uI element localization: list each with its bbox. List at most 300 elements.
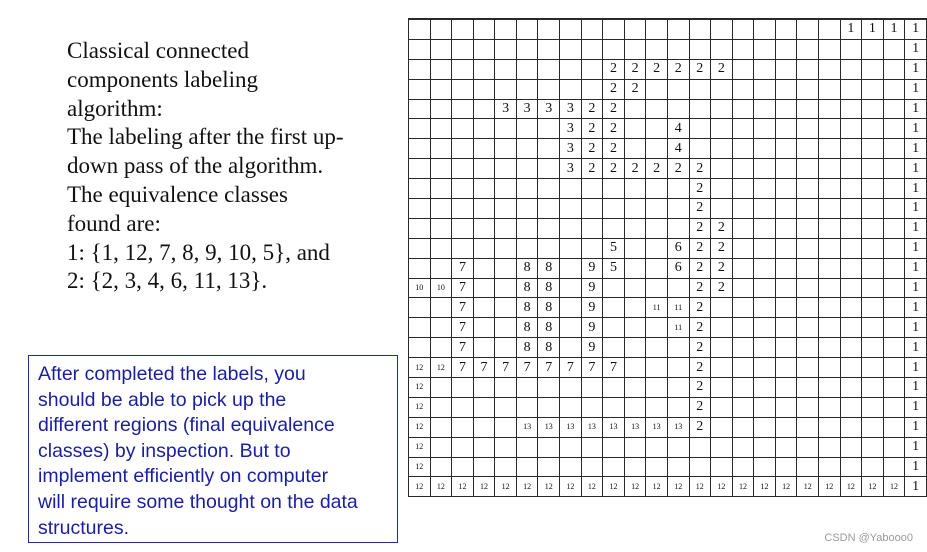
grid-cell xyxy=(603,179,625,199)
grid-cell xyxy=(473,179,495,199)
grid-cell: 7 xyxy=(452,258,474,278)
grid-cell: 3 xyxy=(495,99,517,119)
grid-cell xyxy=(862,238,884,258)
grid-cell xyxy=(689,39,711,59)
grid-cell xyxy=(581,378,603,398)
grid-cell xyxy=(646,39,668,59)
grid-cell xyxy=(883,258,905,278)
grid-cell xyxy=(732,79,754,99)
grid-cell xyxy=(516,159,538,179)
grid-cell xyxy=(840,417,862,437)
grid-cell xyxy=(732,258,754,278)
grid-cell xyxy=(754,218,776,238)
grid-cell: 9 xyxy=(581,258,603,278)
grid-cell xyxy=(430,179,452,199)
grid-cell xyxy=(754,139,776,159)
grid-cell xyxy=(495,179,517,199)
note-line: After completed the labels, you xyxy=(38,363,306,385)
grid-cell xyxy=(646,19,668,39)
grid-cell xyxy=(732,318,754,338)
grid-cell xyxy=(473,338,495,358)
grid-cell xyxy=(883,99,905,119)
grid-cell xyxy=(409,298,431,318)
grid-cell xyxy=(646,318,668,338)
grid-cell xyxy=(711,378,733,398)
grid-cell xyxy=(516,437,538,457)
grid-cell xyxy=(840,298,862,318)
grid-cell xyxy=(495,159,517,179)
grid-cell xyxy=(516,59,538,79)
grid-cell xyxy=(818,39,840,59)
grid-cell xyxy=(560,278,582,298)
grid-cell: 2 xyxy=(603,59,625,79)
grid-cell xyxy=(603,457,625,477)
grid-cell xyxy=(495,457,517,477)
grid-cell: 12 xyxy=(754,477,776,497)
grid-cell xyxy=(840,119,862,139)
grid-cell xyxy=(732,199,754,219)
grid-cell: 2 xyxy=(689,338,711,358)
grid-cell xyxy=(818,417,840,437)
grid-cell xyxy=(840,338,862,358)
grid-cell: 2 xyxy=(711,59,733,79)
grid-cell xyxy=(603,39,625,59)
grid-cell xyxy=(646,378,668,398)
grid-cell xyxy=(797,199,819,219)
grid-cell xyxy=(862,397,884,417)
grid-cell xyxy=(473,159,495,179)
grid-cell xyxy=(754,437,776,457)
description-line: components labeling xyxy=(67,66,258,92)
grid-cell: 13 xyxy=(516,417,538,437)
grid-cell: 2 xyxy=(603,119,625,139)
grid-cell xyxy=(516,397,538,417)
grid-cell xyxy=(495,139,517,159)
grid-cell: 12 xyxy=(409,358,431,378)
grid-cell xyxy=(646,437,668,457)
grid-cell: 2 xyxy=(603,79,625,99)
grid-cell xyxy=(473,298,495,318)
grid-cell xyxy=(452,159,474,179)
grid-cell xyxy=(430,238,452,258)
grid-cell xyxy=(818,59,840,79)
grid-cell xyxy=(667,39,689,59)
grid-cell xyxy=(581,19,603,39)
grid-cell: 8 xyxy=(516,338,538,358)
grid-cell: 3 xyxy=(560,119,582,139)
grid-cell xyxy=(732,139,754,159)
grid-cell xyxy=(775,59,797,79)
grid-cell: 13 xyxy=(624,417,646,437)
grid-cell xyxy=(840,238,862,258)
grid-cell: 2 xyxy=(603,159,625,179)
grid-cell xyxy=(840,218,862,238)
grid-row xyxy=(409,19,927,39)
grid-cell xyxy=(797,358,819,378)
grid-cell: 1 xyxy=(905,278,927,298)
grid-cell: 2 xyxy=(689,298,711,318)
grid-cell: 12 xyxy=(452,477,474,497)
grid-cell xyxy=(754,417,776,437)
grid-cell xyxy=(516,199,538,219)
grid-cell xyxy=(711,119,733,139)
grid-cell xyxy=(409,59,431,79)
grid-cell xyxy=(689,119,711,139)
grid-cell xyxy=(797,19,819,39)
grid-cell: 11 xyxy=(667,298,689,318)
grid-cell: 8 xyxy=(538,258,560,278)
note-line: implement efficiently on computer xyxy=(38,465,329,488)
grid-cell xyxy=(624,298,646,318)
grid-cell xyxy=(646,218,668,238)
grid-cell xyxy=(818,318,840,338)
grid-cell: 2 xyxy=(689,278,711,298)
grid-cell xyxy=(754,119,776,139)
grid-cell xyxy=(495,19,517,39)
grid-cell xyxy=(775,139,797,159)
grid-cell xyxy=(797,139,819,159)
grid-cell xyxy=(840,159,862,179)
grid-cell xyxy=(775,79,797,99)
grid-cell xyxy=(818,338,840,358)
grid-cell xyxy=(732,119,754,139)
grid-cell xyxy=(883,378,905,398)
grid-cell xyxy=(840,437,862,457)
grid-cell xyxy=(818,19,840,39)
grid-cell xyxy=(840,397,862,417)
grid-cell: 8 xyxy=(516,278,538,298)
grid-cell: 13 xyxy=(667,417,689,437)
grid-cell: 12 xyxy=(862,477,884,497)
grid-cell xyxy=(560,318,582,338)
grid-cell xyxy=(624,139,646,159)
grid-cell xyxy=(473,318,495,338)
grid-cell xyxy=(818,397,840,417)
grid-cell: 2 xyxy=(689,258,711,278)
grid-cell xyxy=(538,19,560,39)
grid-cell xyxy=(862,199,884,219)
grid-cell xyxy=(603,218,625,238)
grid-cell: 1 xyxy=(905,59,927,79)
grid-cell xyxy=(818,238,840,258)
grid-cell xyxy=(624,19,646,39)
grid-cell xyxy=(711,457,733,477)
grid-cell xyxy=(840,39,862,59)
grid-row xyxy=(409,79,927,99)
grid-cell xyxy=(732,19,754,39)
grid-cell xyxy=(516,39,538,59)
grid-cell xyxy=(646,258,668,278)
grid-cell xyxy=(624,119,646,139)
grid-cell: 1 xyxy=(905,199,927,219)
grid-cell xyxy=(667,338,689,358)
grid-cell: 11 xyxy=(667,318,689,338)
grid-cell xyxy=(409,139,431,159)
note-line: should be able to pick up the xyxy=(38,388,287,411)
grid-row xyxy=(409,278,927,298)
grid-cell: 7 xyxy=(452,298,474,318)
grid-cell: 7 xyxy=(516,358,538,378)
grid-cell xyxy=(818,378,840,398)
grid-cell xyxy=(711,397,733,417)
grid-cell xyxy=(473,79,495,99)
grid-cell: 2 xyxy=(581,99,603,119)
grid-cell xyxy=(862,179,884,199)
grid-cell xyxy=(754,159,776,179)
grid-cell xyxy=(711,19,733,39)
grid-cell xyxy=(560,238,582,258)
grid-cell xyxy=(818,298,840,318)
grid-cell xyxy=(516,378,538,398)
grid-cell xyxy=(603,19,625,39)
grid-cell xyxy=(840,378,862,398)
grid-cell xyxy=(473,19,495,39)
grid-cell xyxy=(689,457,711,477)
grid-cell: 12 xyxy=(409,397,431,417)
grid-cell xyxy=(862,139,884,159)
grid-cell xyxy=(689,139,711,159)
grid-cell xyxy=(603,378,625,398)
grid-cell xyxy=(840,258,862,278)
grid-cell xyxy=(409,338,431,358)
note-line: classes) by inspection. But to xyxy=(38,439,291,462)
grid-cell xyxy=(430,258,452,278)
grid-cell: 3 xyxy=(560,139,582,159)
grid-cell: 10 xyxy=(430,278,452,298)
grid-cell xyxy=(452,139,474,159)
grid-cell xyxy=(883,39,905,59)
grid-row xyxy=(409,238,927,258)
grid-cell xyxy=(711,358,733,378)
grid-cell: 2 xyxy=(646,59,668,79)
note-line: structures. xyxy=(38,516,130,539)
grid-cell xyxy=(516,79,538,99)
grid-row xyxy=(409,477,927,497)
grid-cell xyxy=(430,79,452,99)
grid-cell: 1 xyxy=(905,79,927,99)
grid-cell: 12 xyxy=(689,477,711,497)
grid-cell: 12 xyxy=(581,477,603,497)
grid-cell xyxy=(840,358,862,378)
grid-cell: 2 xyxy=(711,258,733,278)
grid-cell xyxy=(646,119,668,139)
grid-cell: 2 xyxy=(689,179,711,199)
grid-row xyxy=(409,199,927,219)
grid-cell xyxy=(409,39,431,59)
grid-cell xyxy=(862,457,884,477)
grid-cell xyxy=(775,457,797,477)
grid-cell: 7 xyxy=(452,278,474,298)
grid-row xyxy=(409,179,927,199)
grid-cell xyxy=(667,397,689,417)
grid-cell: 1 xyxy=(840,19,862,39)
grid-cell: 1 xyxy=(905,39,927,59)
grid-cell xyxy=(603,199,625,219)
grid-cell: 3 xyxy=(538,99,560,119)
grid-cell xyxy=(711,298,733,318)
grid-cell xyxy=(883,437,905,457)
grid-cell xyxy=(754,19,776,39)
grid-cell xyxy=(711,159,733,179)
grid-cell xyxy=(818,79,840,99)
grid-cell xyxy=(711,79,733,99)
grid-cell xyxy=(883,338,905,358)
grid-cell: 7 xyxy=(538,358,560,378)
grid-cell xyxy=(775,19,797,39)
grid-cell xyxy=(883,218,905,238)
grid-cell xyxy=(797,79,819,99)
grid-cell xyxy=(667,437,689,457)
grid-cell xyxy=(495,59,517,79)
grid-cell xyxy=(581,199,603,219)
grid-cell xyxy=(883,79,905,99)
grid-cell xyxy=(797,278,819,298)
grid-cell xyxy=(754,39,776,59)
grid-cell xyxy=(797,437,819,457)
grid-cell xyxy=(452,119,474,139)
grid-cell xyxy=(775,358,797,378)
grid-cell: 9 xyxy=(581,338,603,358)
grid-cell xyxy=(667,218,689,238)
grid-cell xyxy=(732,59,754,79)
grid-cell xyxy=(624,318,646,338)
grid-cell xyxy=(711,179,733,199)
grid-cell xyxy=(581,39,603,59)
grid-cell xyxy=(775,238,797,258)
grid-cell xyxy=(560,39,582,59)
grid-cell xyxy=(624,358,646,378)
grid-cell: 8 xyxy=(516,258,538,278)
grid-cell xyxy=(646,179,668,199)
grid-cell: 8 xyxy=(538,338,560,358)
description-line: The labeling after the first up- xyxy=(67,124,344,150)
grid-cell xyxy=(452,179,474,199)
grid-cell xyxy=(862,39,884,59)
grid-cell xyxy=(711,338,733,358)
grid-cell xyxy=(409,119,431,139)
grid-row xyxy=(409,159,927,179)
grid-cell xyxy=(560,59,582,79)
grid-cell: 12 xyxy=(409,417,431,437)
grid-cell: 2 xyxy=(689,397,711,417)
grid-cell: 3 xyxy=(516,99,538,119)
grid-cell xyxy=(667,278,689,298)
grid-cell xyxy=(797,417,819,437)
grid-cell xyxy=(560,19,582,39)
grid-cell xyxy=(473,437,495,457)
grid-cell xyxy=(516,19,538,39)
grid-cell xyxy=(646,199,668,219)
grid-cell xyxy=(646,99,668,119)
grid-cell: 1 xyxy=(862,19,884,39)
grid-cell xyxy=(883,417,905,437)
grid-cell: 8 xyxy=(538,298,560,318)
grid-cell xyxy=(473,278,495,298)
grid-cell xyxy=(430,99,452,119)
grid-cell xyxy=(538,378,560,398)
description-line: down pass of the algorithm. xyxy=(67,153,324,179)
grid-cell: 12 xyxy=(430,358,452,378)
grid-cell xyxy=(430,378,452,398)
grid-cell xyxy=(430,397,452,417)
grid-cell xyxy=(732,99,754,119)
note-line: will require some thought on the data xyxy=(38,490,358,513)
grid-cell: 4 xyxy=(667,119,689,139)
grid-cell xyxy=(840,79,862,99)
grid-cell xyxy=(495,79,517,99)
description-line: algorithm: xyxy=(67,95,163,121)
grid-cell xyxy=(732,457,754,477)
grid-cell xyxy=(775,99,797,119)
grid-cell xyxy=(624,39,646,59)
grid-cell xyxy=(711,437,733,457)
grid-cell xyxy=(883,59,905,79)
grid-cell xyxy=(473,258,495,278)
grid-cell xyxy=(538,139,560,159)
grid-cell xyxy=(409,238,431,258)
grid-cell: 7 xyxy=(495,358,517,378)
grid-cell xyxy=(840,59,862,79)
grid-row xyxy=(409,338,927,358)
grid-cell xyxy=(775,338,797,358)
grid-cell xyxy=(732,417,754,437)
grid-cell xyxy=(538,59,560,79)
grid-row xyxy=(409,318,927,338)
grid-cell xyxy=(667,378,689,398)
grid-cell xyxy=(603,318,625,338)
grid-cell xyxy=(581,437,603,457)
grid-cell xyxy=(818,139,840,159)
implementation-note-box xyxy=(28,355,398,543)
grid-cell xyxy=(560,457,582,477)
grid-cell: 6 xyxy=(667,238,689,258)
grid-cell xyxy=(883,119,905,139)
grid-cell xyxy=(732,39,754,59)
grid-cell xyxy=(538,79,560,99)
grid-cell xyxy=(495,218,517,238)
grid-cell: 4 xyxy=(667,139,689,159)
grid-cell xyxy=(495,437,517,457)
grid-cell xyxy=(862,338,884,358)
grid-cell xyxy=(711,139,733,159)
grid-cell xyxy=(560,397,582,417)
grid-cell xyxy=(862,218,884,238)
grid-cell xyxy=(754,99,776,119)
grid-cell xyxy=(840,179,862,199)
grid-cell: 9 xyxy=(581,318,603,338)
grid-cell: 12 xyxy=(883,477,905,497)
grid-cell: 12 xyxy=(818,477,840,497)
grid-cell xyxy=(495,238,517,258)
grid-cell xyxy=(732,218,754,238)
grid-cell xyxy=(646,397,668,417)
grid-cell xyxy=(883,457,905,477)
grid-cell xyxy=(797,258,819,278)
grid-cell xyxy=(840,99,862,119)
grid-cell: 2 xyxy=(624,79,646,99)
grid-cell xyxy=(883,199,905,219)
grid-cell xyxy=(754,298,776,318)
grid-cell xyxy=(452,99,474,119)
grid-cell xyxy=(430,338,452,358)
grid-cell: 12 xyxy=(646,477,668,497)
grid-cell xyxy=(797,179,819,199)
grid-cell xyxy=(538,39,560,59)
grid-cell xyxy=(646,79,668,99)
grid-cell xyxy=(754,79,776,99)
grid-cell xyxy=(516,238,538,258)
grid-cell xyxy=(689,19,711,39)
